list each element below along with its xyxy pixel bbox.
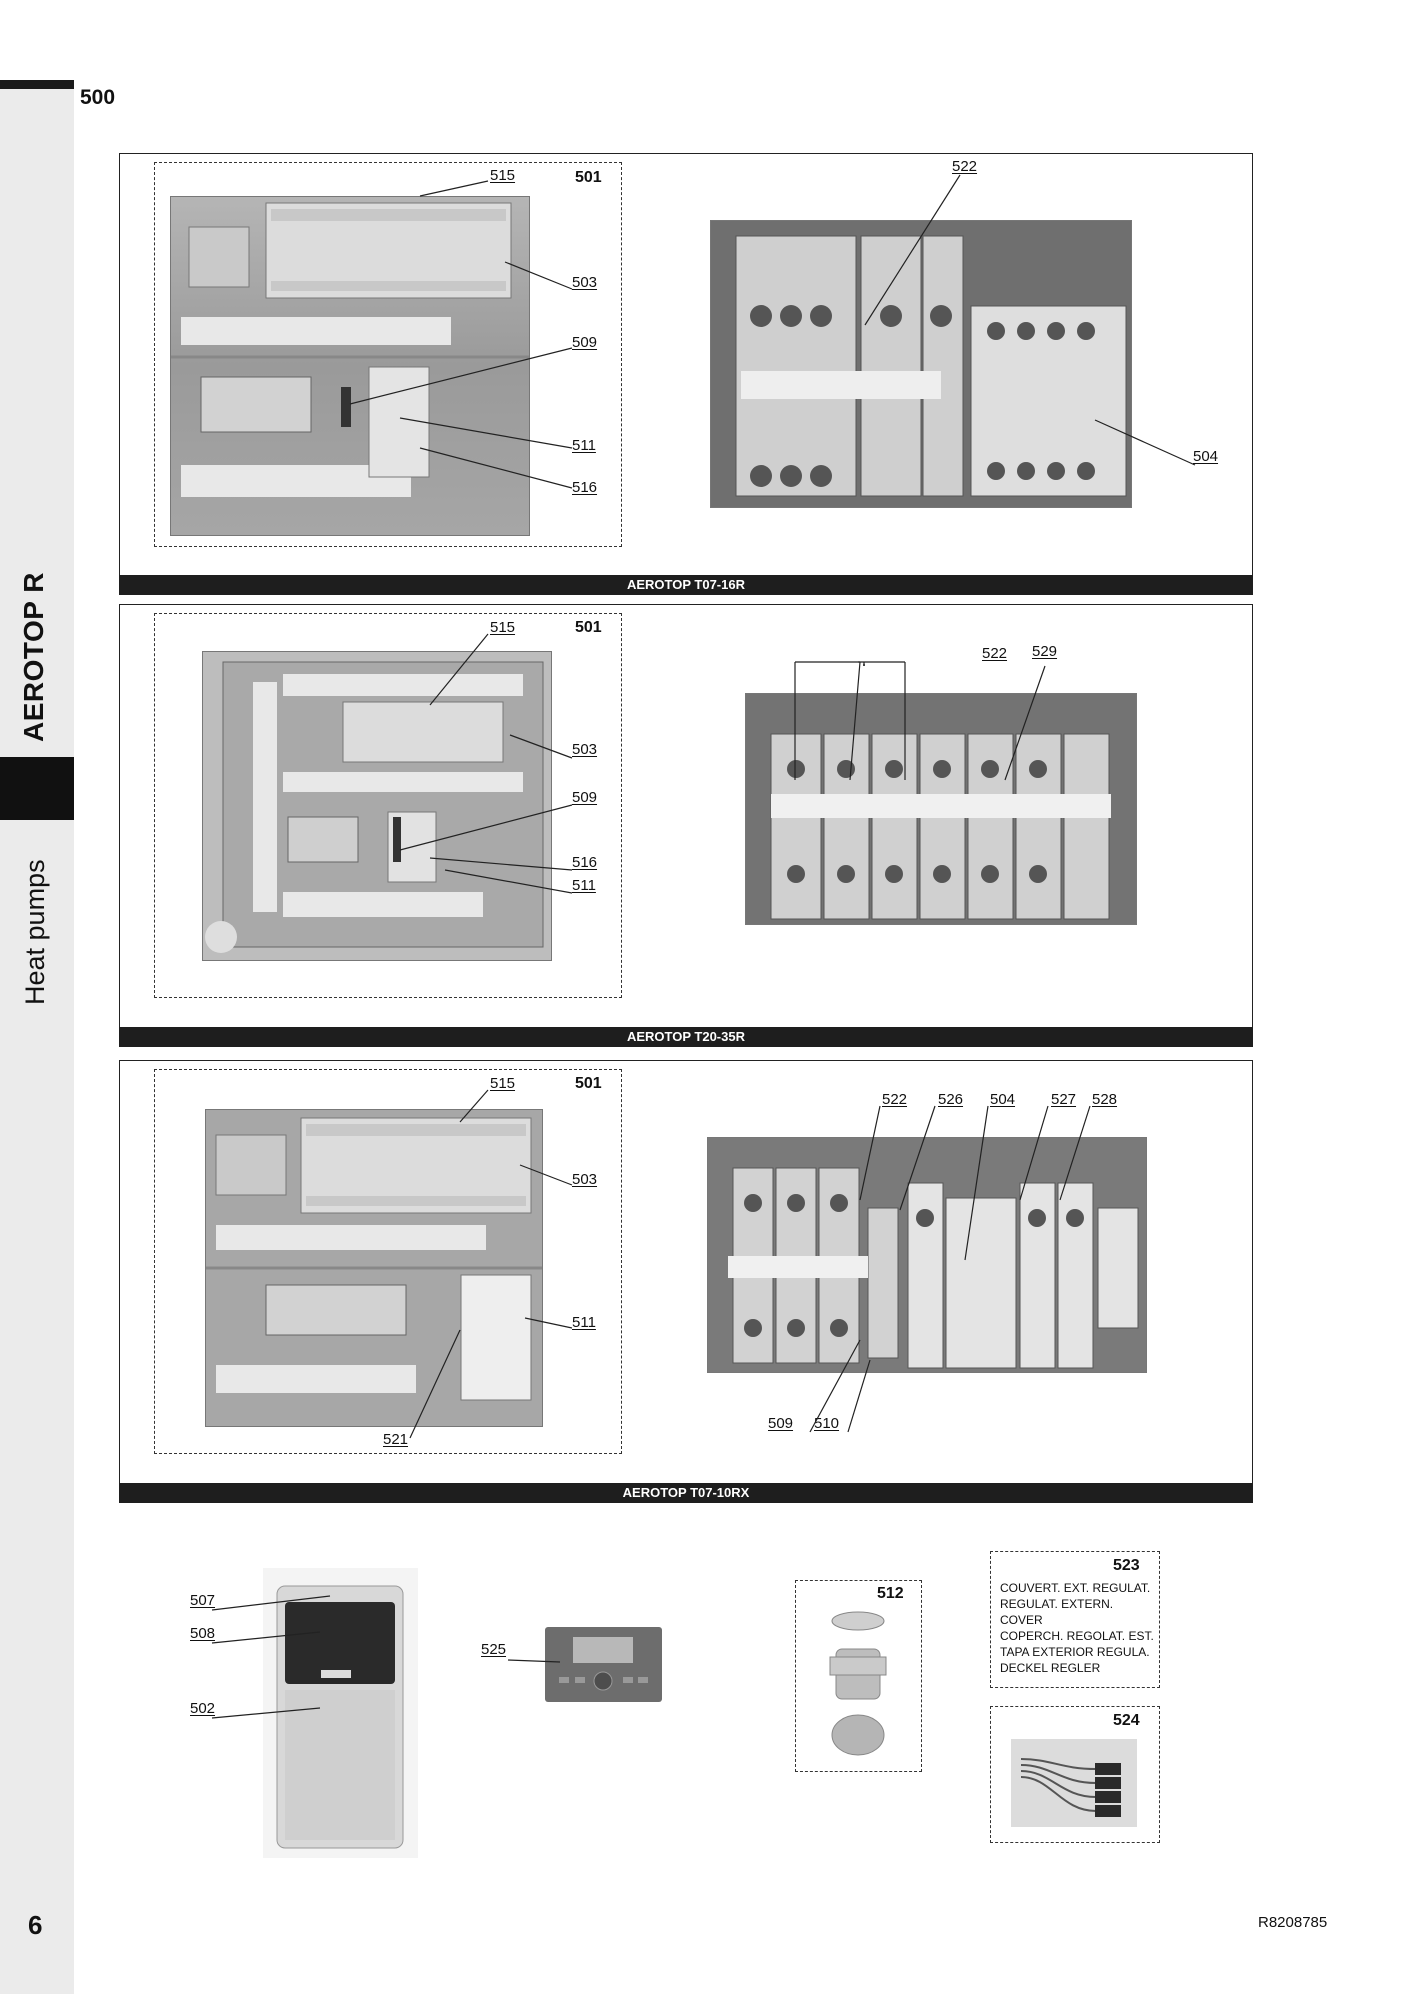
callout-504: 504 [1193, 448, 1219, 465]
callout-507: 507 [190, 1592, 216, 1609]
panel-caption: AEROTOP T20-35R [119, 1027, 1253, 1047]
callout-515: 515 [490, 167, 516, 184]
callout-509: 509 [768, 1415, 794, 1432]
callout-510: 510 [814, 1415, 840, 1432]
callout-509: 509 [572, 334, 598, 351]
callout-527: 527 [1051, 1091, 1077, 1108]
callout-526: 526 [938, 1091, 964, 1108]
cover-line: TAPA EXTERIOR REGULA. [1000, 1645, 1150, 1659]
sensor-cable-box [990, 1706, 1160, 1843]
sidebar-tab-marker [0, 757, 74, 820]
callout-509: 509 [572, 789, 598, 806]
callout-511: 511 [572, 437, 596, 454]
callout-525: 525 [481, 1641, 507, 1658]
cabinet-photo [202, 651, 552, 961]
cover-description [1000, 1580, 1159, 1676]
callout-511: 511 [572, 877, 596, 894]
callout-503: 503 [572, 274, 598, 291]
callout-528: 528 [1092, 1091, 1118, 1108]
sidebar-category: Heat pumps [20, 859, 50, 1005]
section-bar [0, 80, 74, 89]
callout-501: 501 [575, 619, 602, 636]
panel-caption: AEROTOP T07-16R [119, 575, 1253, 595]
callout-529: 529 [1032, 643, 1058, 660]
callout-516: 516 [572, 854, 598, 871]
callout-502: 502 [190, 1700, 216, 1717]
cover-part-number: 523 [1113, 1557, 1140, 1574]
callout-512: 512 [877, 1585, 904, 1602]
cover-line: REGULAT. EXTERN. COVER [1000, 1597, 1114, 1627]
callout-501: 501 [575, 169, 602, 186]
panel-t20-35r [119, 604, 1253, 1047]
terminal-photo [710, 220, 1132, 508]
callout-515: 515 [490, 619, 516, 636]
cover-line: COPERCH. REGOLAT. EST. [1000, 1629, 1154, 1643]
callout-504: 504 [990, 1091, 1016, 1108]
regulator-cover-box [990, 1551, 1160, 1688]
callout-515: 515 [490, 1075, 516, 1092]
section-number: 500 [80, 86, 116, 109]
terminal-photo [707, 1137, 1147, 1373]
callout-511: 511 [572, 1314, 596, 1331]
callout-516: 516 [572, 479, 598, 496]
cabinet-photo [170, 196, 530, 536]
panel-caption: AEROTOP T07-10RX [119, 1483, 1253, 1503]
room-controller-photo [545, 1627, 662, 1702]
cable-part-number: 524 [1113, 1712, 1140, 1729]
callout-501: 501 [575, 1075, 602, 1092]
cable-gland-box [795, 1580, 922, 1772]
document-reference: R8208785 [1258, 1914, 1328, 1931]
callout-522: 522 [982, 645, 1008, 662]
cover-line: DECKEL REGLER [1000, 1661, 1101, 1675]
callout-521: 521 [383, 1431, 409, 1448]
page-number: 6 [28, 1910, 43, 1940]
sidebar-product-name: AEROTOP R [18, 572, 49, 742]
sidebar-background [0, 80, 74, 1994]
callout-522: 522 [952, 158, 978, 175]
callout-522: 522 [882, 1091, 908, 1108]
cover-line: COUVERT. EXT. REGULAT. [1000, 1581, 1151, 1595]
terminal-photo [745, 693, 1137, 925]
callout-503: 503 [572, 1171, 598, 1188]
panel-t07-10rx [119, 1060, 1253, 1503]
panel-t07-16r [119, 153, 1253, 595]
control-housing-photo [263, 1568, 418, 1858]
callout-508: 508 [190, 1625, 216, 1642]
cabinet-photo [205, 1109, 543, 1427]
callout-503: 503 [572, 741, 598, 758]
